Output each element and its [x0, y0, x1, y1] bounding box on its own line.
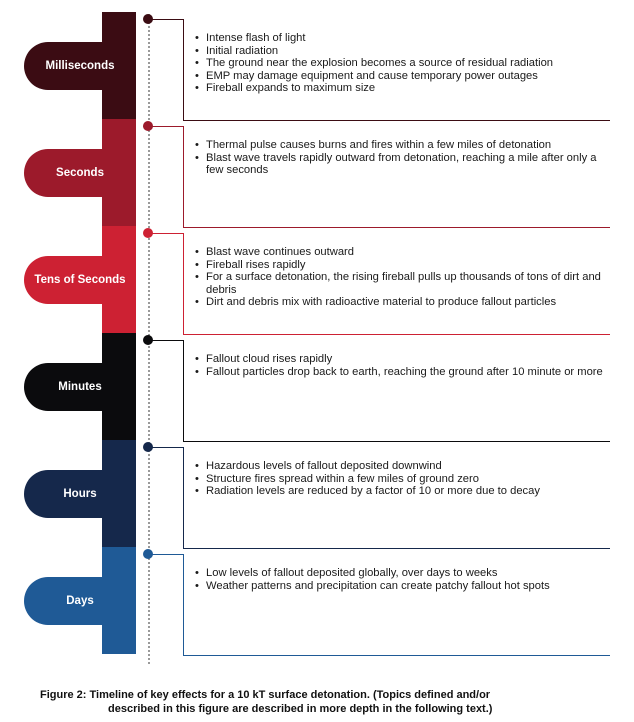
effect-item: • Initial radiation — [195, 45, 605, 58]
stage-effects-list — [195, 139, 605, 177]
effect-item: • Hazardous levels of fallout deposited downwind — [195, 460, 605, 473]
stage-effects-list — [195, 353, 605, 378]
effect-item: • Weather patterns and precipitation can create patchy fallout hot spots — [195, 580, 605, 593]
stage-label-minutes: Minutes — [24, 363, 136, 411]
stage-connector-line — [151, 447, 184, 472]
effect-item: • EMP may damage equipment and cause temporary power outages — [195, 70, 605, 83]
effect-item: • Radiation levels are reduced by a factor of 10 or more due to decay — [195, 485, 605, 498]
stage-effects-list — [195, 32, 605, 95]
stage-effects-list — [195, 460, 605, 498]
effect-item: • Low levels of fallout deposited globally, over days to weeks — [195, 567, 605, 580]
effect-item: • Intense flash of light — [195, 32, 605, 45]
effect-item: • Fallout particles drop back to earth, reaching the ground after 10 minute or more — [195, 366, 605, 379]
stage-connector-line — [151, 340, 184, 365]
stage-label-tens-of-seconds: Tens of Seconds — [24, 256, 136, 304]
figure-caption — [40, 688, 600, 716]
stage-connector-line — [151, 19, 184, 44]
stage-label-hours: Hours — [24, 470, 136, 518]
stage-connector-line — [151, 554, 184, 579]
effect-item: • Fireball expands to maximum size — [195, 82, 605, 95]
effect-item: • The ground near the explosion becomes a source of residual radiation — [195, 57, 605, 70]
effect-item: • Blast wave travels rapidly outward from detonation, reaching a mile after only a few seconds — [195, 152, 605, 177]
stage-effects-list — [195, 567, 605, 592]
effect-item: • Fireball rises rapidly — [195, 259, 605, 272]
stage-label-milliseconds: Milliseconds — [24, 42, 136, 90]
stage-connector-line — [151, 233, 184, 258]
effect-item: • Blast wave continues outward — [195, 246, 605, 259]
caption-line-1: Figure 2: Timeline of key effects for a 10 kT surface detonation. (Topics defined and/or — [40, 689, 491, 701]
effect-item: • Dirt and debris mix with radioactive material to produce fallout particles — [195, 296, 605, 309]
effect-item: • For a surface detonation, the rising fireball pulls up thousands of tons of dirt and debris — [195, 271, 605, 296]
effect-item: • Fallout cloud rises rapidly — [195, 353, 605, 366]
stage-label-seconds: Seconds — [24, 149, 136, 197]
stage-label-days: Days — [24, 577, 136, 625]
caption-line-2: described in this figure are described in more depth in the following text.) — [108, 703, 493, 715]
stage-effects-list — [195, 246, 605, 309]
effect-item: • Thermal pulse causes burns and fires within a few miles of detonation — [195, 139, 605, 152]
stage-connector-line — [151, 126, 184, 151]
effect-item: • Structure fires spread within a few miles of ground zero — [195, 473, 605, 486]
